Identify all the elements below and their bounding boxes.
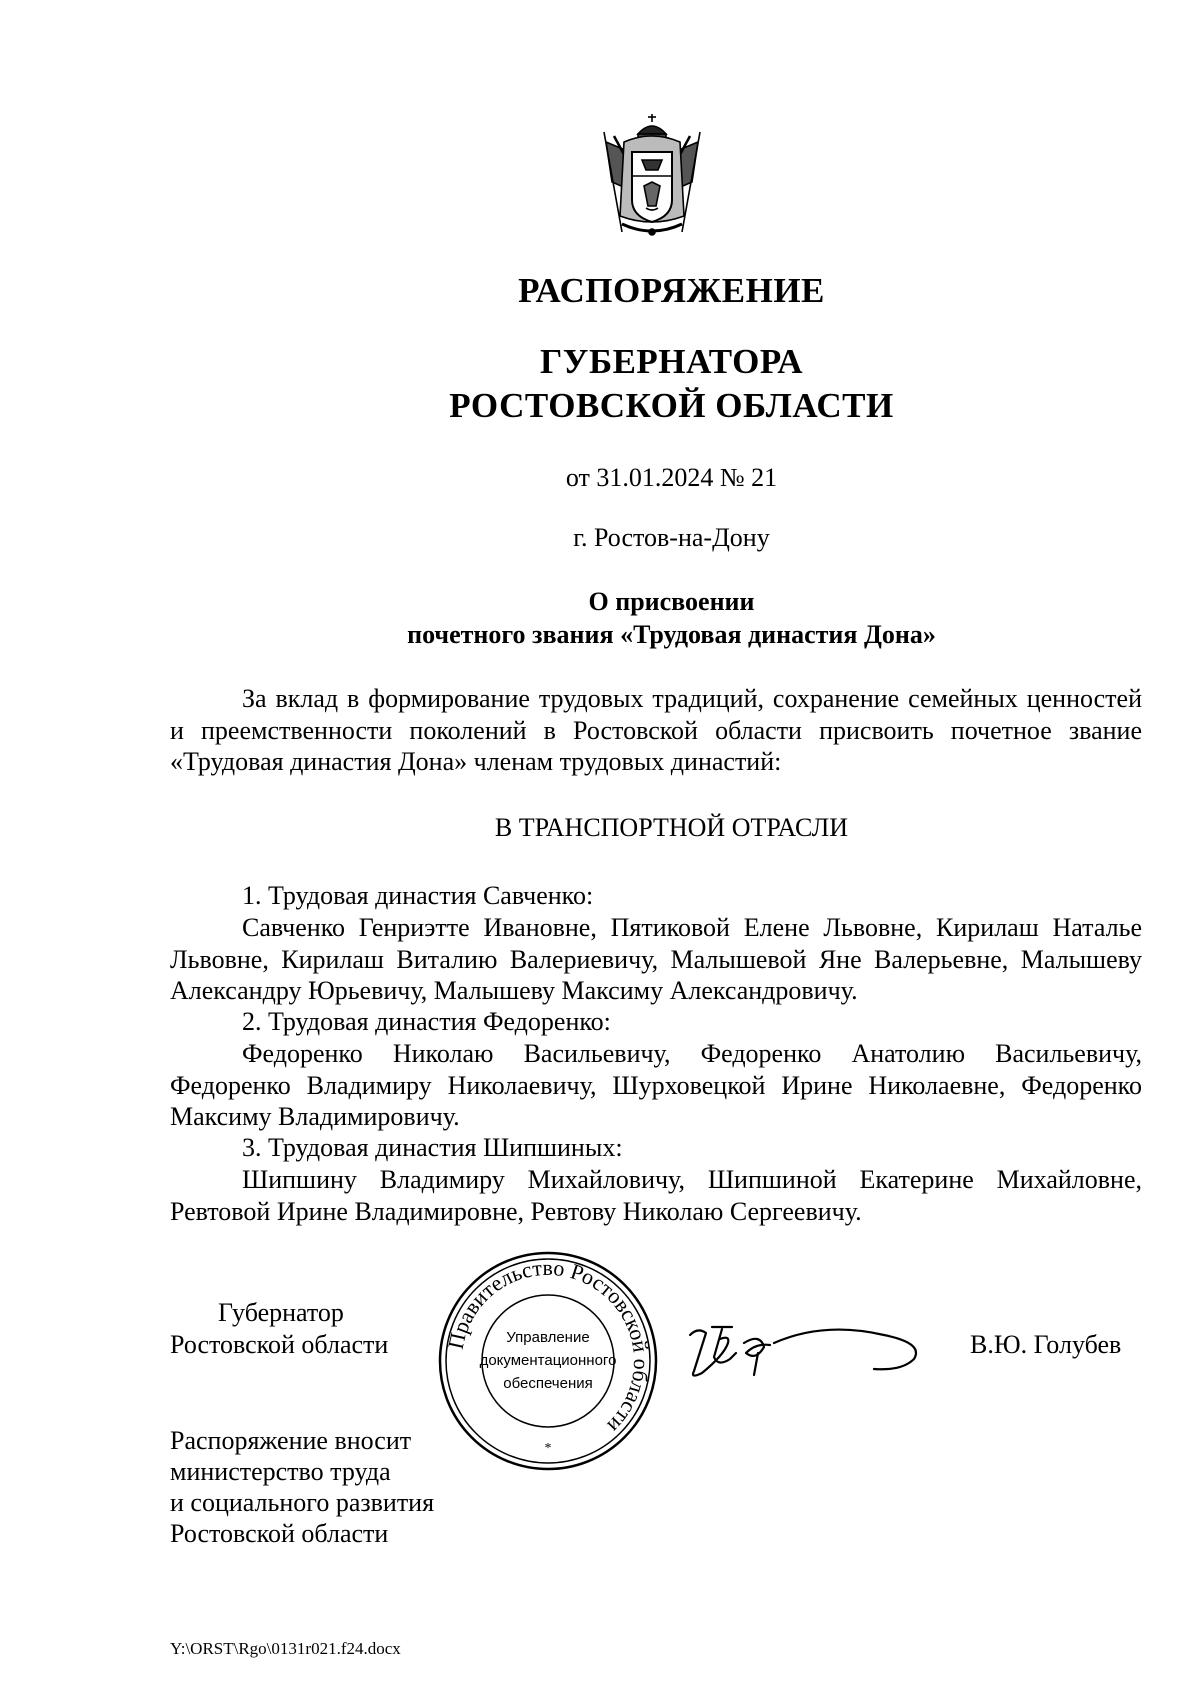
dynasty-1-heading: 1. Трудовая династия Савченко:	[242, 881, 594, 910]
handwritten-signature-icon	[684, 1313, 934, 1389]
stamp-star: *	[544, 1441, 552, 1456]
stamp-inner-line-3: обеспечения	[503, 1375, 593, 1392]
dynasty-2-heading: 2. Трудовая династия Федоренко:	[242, 1007, 611, 1036]
authority-line-1: ГУБЕРНАТОРА	[539, 342, 804, 381]
signer-position-line-1: Губернатор	[218, 1298, 344, 1327]
intro-paragraph: За вклад в формирование трудовых традиций, сохранение семейных ценностей и преемственности поколений в Ростовской области присвоить почетное звание «Трудовая династия Дона» членам трудовых династий:	[170, 684, 1142, 776]
submitted-by-line-2: министерство труда	[170, 1457, 391, 1486]
subject-line-2: почетного звания «Трудовая династия Дона»	[407, 620, 936, 649]
dynasty-3-heading: 3. Трудовая династия Шипшиных:	[242, 1133, 623, 1162]
signer-name: В.Ю. Голубев	[970, 1330, 1122, 1359]
official-stamp	[436, 1250, 660, 1472]
document-title: РАСПОРЯЖЕНИЕ	[518, 271, 825, 310]
city: г. Ростов-на-Дону	[573, 523, 770, 552]
section-heading: В ТРАНСПОРТНОЙ ОТРАСЛИ	[494, 813, 849, 842]
authority-line-2: РОСТОВСКОЙ ОБЛАСТИ	[449, 386, 894, 425]
dynasty-3-members: Шипшину Владимиру Михайловичу, Шипшиной Екатерине Михайловне, Ревтовой Ирине Владимировне, Ревтову Николаю Сергеевичу.	[170, 1165, 1142, 1226]
file-path-footer: Y:\ORST\Rgo\0131r021.f24.docx	[170, 1639, 401, 1658]
dynasty-1-members: Савченко Генриэтте Ивановне, Пятиковой Елене Львовне, Кирилаш Наталье Львовне, Кирилаш Виталию Валериевичу, Малышевой Яне Валерьевне, Малышеву Александру Юрьевичу, Малышеву Максиму Александровичу.	[170, 913, 1142, 1005]
submitted-by-line-1: Распоряжение вносит	[170, 1426, 412, 1455]
submitted-by-line-3: и социального развития	[170, 1488, 435, 1517]
date-number: от 31.01.2024 № 21	[565, 463, 778, 492]
coat-of-arms-icon	[600, 112, 704, 242]
stamp-inner-line-1: Управление	[506, 1329, 590, 1346]
subject-line-1: О присвоении	[588, 587, 755, 616]
signer-position-line-2: Ростовской области	[170, 1330, 389, 1359]
stamp-inner-line-2: документационного	[479, 1352, 617, 1369]
dynasty-2-members: Федоренко Николаю Васильевичу, Федоренко Анатолию Васильевичу, Федоренко Владимиру Николаевичу, Шурховецкой Ирине Николаевне, Федоренко Максиму Владимировичу.	[170, 1039, 1142, 1131]
stamp-outer-text: Правительство Ростовской области	[442, 1254, 655, 1439]
submitted-by-line-4: Ростовской области	[170, 1519, 389, 1548]
